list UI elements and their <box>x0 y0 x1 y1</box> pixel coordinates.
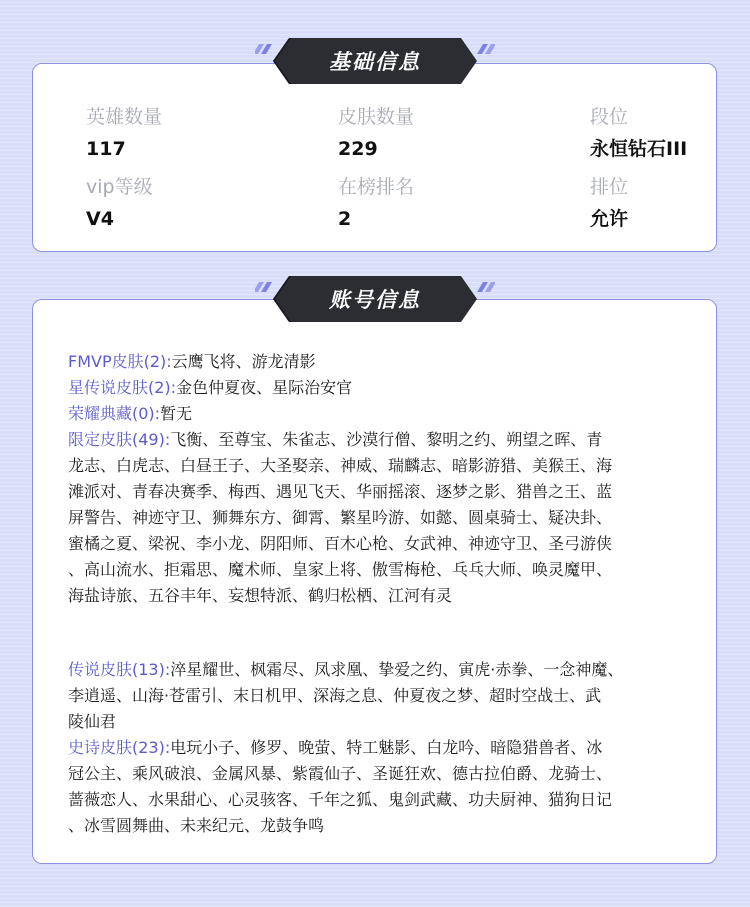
skin-line-limited-cont <box>68 583 693 609</box>
skin-category-label: 限定皮肤(49): <box>68 430 171 449</box>
section-header-basic-info <box>255 38 495 84</box>
stat-value: 2 <box>338 208 352 230</box>
skin-category-label: 史诗皮肤(23): <box>68 738 171 757</box>
stat-hero-count <box>86 105 162 161</box>
skin-line-fmvp <box>68 349 693 375</box>
skin-line-epic <box>68 735 693 761</box>
stat-vip-level <box>86 175 153 231</box>
section-header-account-info <box>255 276 495 322</box>
skin-items: 李逍遥、山海·苍雷引、末日机甲、深海之息、仲夏夜之梦、超时空战士、武 <box>68 686 602 705</box>
skin-items: 蜜橘之夏、梁祝、李小龙、阴阳师、百木心枪、女武神、神迹守卫、圣弓游侠 <box>68 534 613 553</box>
stat-ranked-allowed <box>590 175 628 231</box>
skin-line-glory-collection <box>68 401 693 427</box>
skin-list-group-1 <box>68 349 693 609</box>
skin-line-limited-cont <box>68 505 693 531</box>
skin-line-epic-cont <box>68 787 693 813</box>
skin-items: 、冰雪圆舞曲、未来纪元、龙鼓争鸣 <box>68 816 325 835</box>
skin-items: 滩派对、青春决赛季、梅西、遇见飞天、华丽摇滚、逐梦之影、猎兽之王、蓝 <box>68 482 613 501</box>
skin-line-legend <box>68 657 693 683</box>
stat-rank-tier <box>590 105 687 161</box>
stat-label: 皮肤数量 <box>338 106 415 128</box>
stat-label: 排位 <box>590 176 629 198</box>
stat-value: 117 <box>86 138 126 160</box>
skin-line-epic-cont <box>68 813 693 839</box>
skin-items: 云鹰飞将、游龙清影 <box>171 352 316 371</box>
skin-category-label: FMVP皮肤(2): <box>68 352 172 371</box>
skin-items: 电玩小子、修罗、晚萤、特工魅影、白龙吟、暗隐猎兽者、冰 <box>170 738 603 757</box>
skin-items: 蔷薇恋人、水果甜心、心灵骇客、千年之狐、鬼剑武藏、功夫厨神、猫狗日记 <box>68 790 613 809</box>
skin-line-legend-cont <box>68 709 693 735</box>
skin-items: 冠公主、乘风破浪、金属风暴、紫霞仙子、圣诞狂欢、德古拉伯爵、龙骑士、 <box>68 764 613 783</box>
skin-line-limited-cont <box>68 557 693 583</box>
skin-items: 暂无 <box>160 404 193 423</box>
stat-label: 英雄数量 <box>86 106 163 128</box>
skin-category-label: 星传说皮肤(2): <box>68 378 177 397</box>
stat-skin-count <box>338 105 414 161</box>
skin-items: 淬星耀世、枫霜尽、凤求凰、挚爱之约、寅虎·赤拳、一念神魔、 <box>170 660 624 679</box>
stat-value: 永恒钻石III <box>590 138 688 160</box>
section-title: 账号信息 <box>329 288 421 312</box>
skin-line-limited-cont <box>68 453 693 479</box>
basic-info-card <box>32 63 717 252</box>
stat-leaderboard-rank <box>338 175 414 231</box>
skin-items: 屏警告、神迹守卫、狮舞东方、御霄、繁星吟游、如懿、圆桌骑士、疑决卦、 <box>68 508 613 527</box>
stat-value: 229 <box>338 138 378 160</box>
skin-line-star-legend <box>68 375 693 401</box>
skin-line-legend-cont <box>68 683 693 709</box>
skin-items: 飞衡、至尊宝、朱雀志、沙漠行僧、黎明之约、朔望之晖、青 <box>170 430 603 449</box>
skin-items: 海盐诗旅、五谷丰年、妄想特派、鹤归松栖、江河有灵 <box>68 586 453 605</box>
skin-line-limited-cont <box>68 479 693 505</box>
stat-label: 段位 <box>590 106 629 128</box>
skin-items: 陵仙君 <box>68 712 117 731</box>
section-title: 基础信息 <box>329 50 421 74</box>
stat-label: vip等级 <box>86 176 153 198</box>
skin-line-limited <box>68 427 693 453</box>
skin-items: 金色仲夏夜、星际治安官 <box>176 378 353 397</box>
skin-items: 、高山流水、拒霜思、魔术师、皇家上将、傲雪梅枪、乓乓大师、唤灵魔甲、 <box>68 560 613 579</box>
skin-category-label: 荣耀典藏(0): <box>68 404 161 423</box>
stat-value: V4 <box>86 208 114 230</box>
skin-list-group-2 <box>68 657 693 839</box>
skin-line-epic-cont <box>68 761 693 787</box>
skin-line-limited-cont <box>68 531 693 557</box>
skin-items: 龙志、白虎志、白昼王子、大圣娶亲、神威、瑞麟志、暗影游猎、美猴王、海 <box>68 456 613 475</box>
stat-label: 在榜排名 <box>338 176 415 198</box>
stat-value: 允许 <box>590 208 629 230</box>
skin-category-label: 传说皮肤(13): <box>68 660 171 679</box>
